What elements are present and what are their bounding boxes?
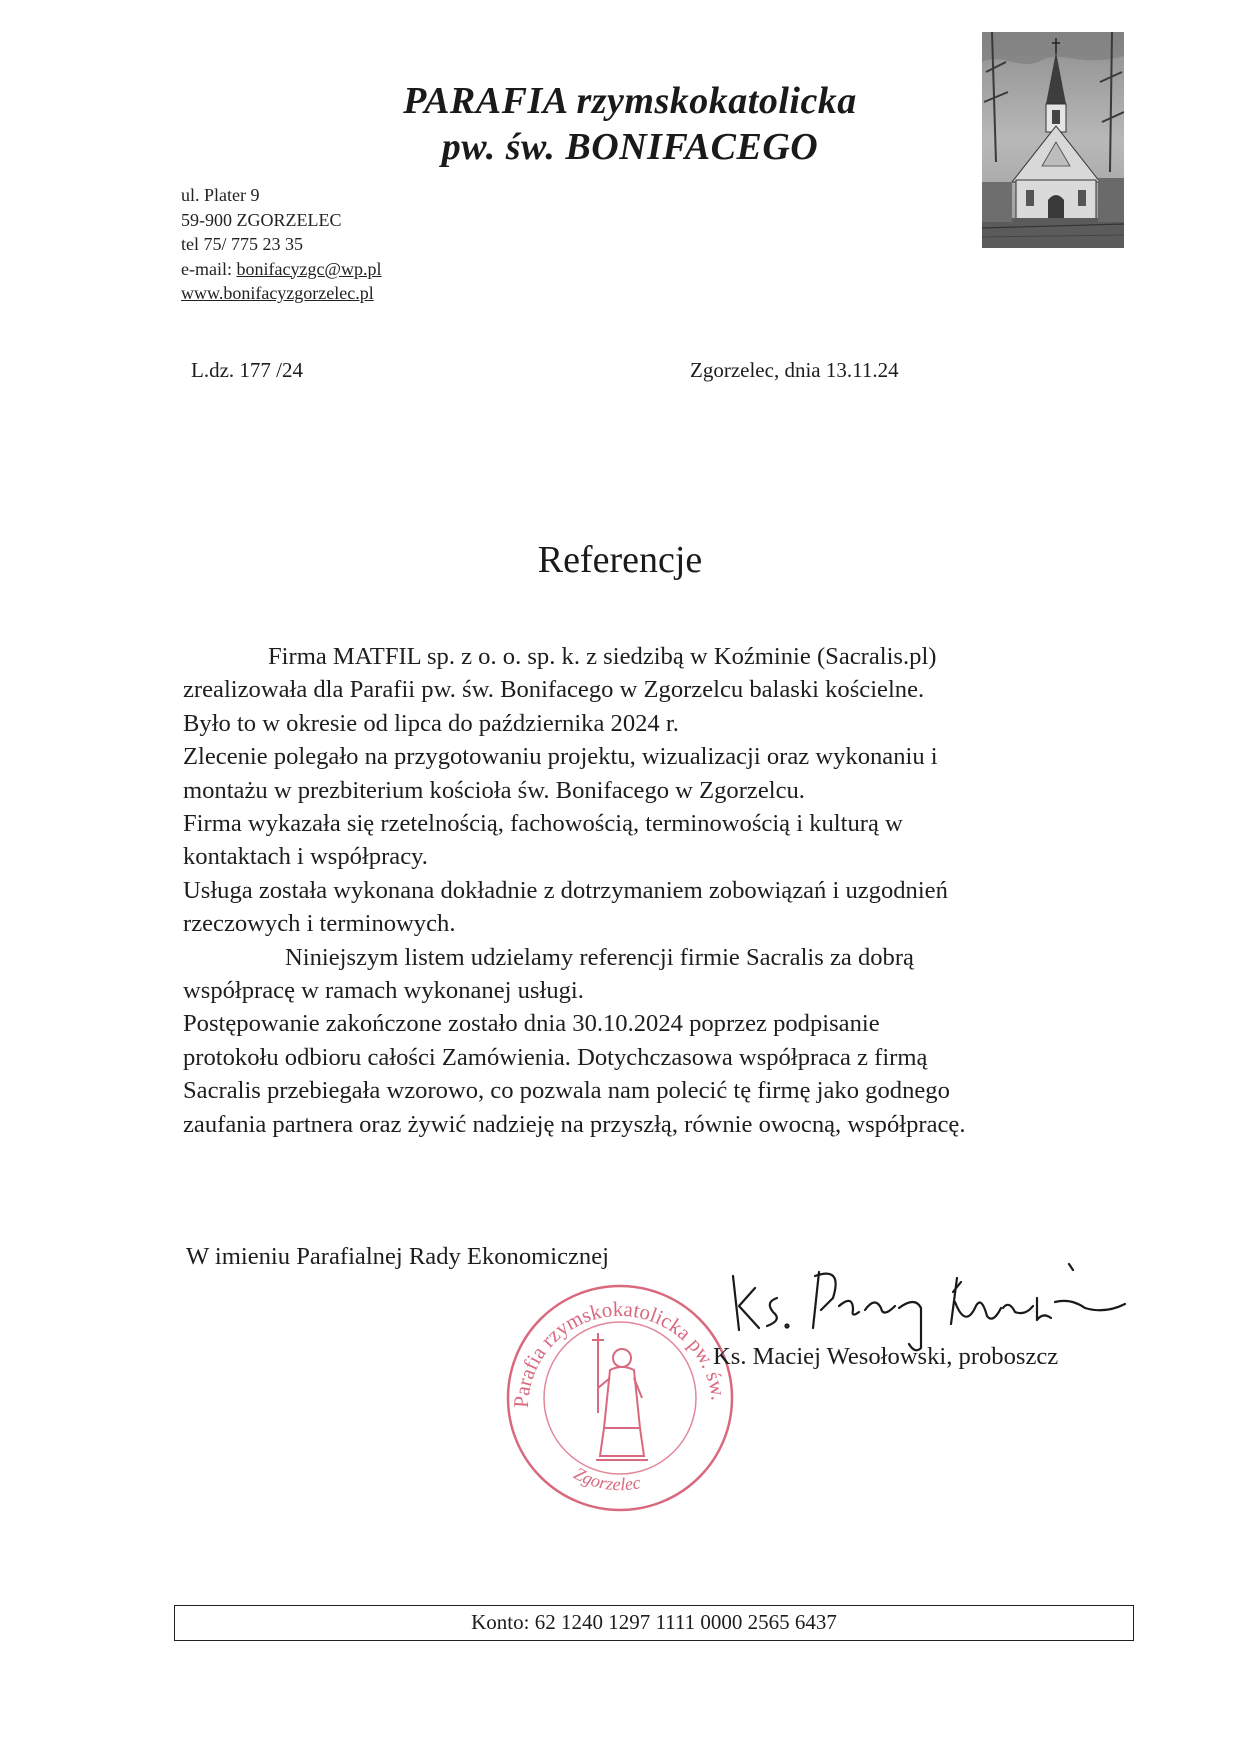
church-photo — [982, 32, 1124, 248]
body-line: Firma wykazała się rzetelnością, fachowością, terminowością i kulturą w — [183, 810, 903, 838]
body-line: protokołu odbioru całości Zamówienia. Dotychczasowa współpraca z firmą — [183, 1043, 928, 1071]
body-line: współpracę w ramach wykonanej usługi. — [183, 977, 584, 1005]
address-phone: tel 75/ 775 23 35 — [181, 234, 303, 254]
address-email-line — [181, 257, 382, 282]
email-label: e-mail: — [181, 258, 237, 279]
body-line: Postępowanie zakończone zostało dnia 30.10.2024 poprzez podpisanie — [183, 1010, 880, 1038]
body-line: Zlecenie polegało na przygotowaniu projektu, wizualizacji oraz wykonaniu i — [183, 743, 938, 771]
parish-stamp — [500, 1278, 740, 1518]
stamp-ring-text: Parafia rzymskokatolicka pw. św. — [508, 1296, 731, 1409]
parish-name-line2: pw. św. BONIFACEGO — [441, 126, 819, 168]
document-title: Referencje — [537, 539, 703, 581]
body-line: kontaktach i współpracy. — [183, 843, 428, 871]
body-line: Niniejszym listem udzielamy referencji firmie Sacralis za dobrą — [285, 943, 914, 971]
body-line: montażu w prezbiterium kościoła św. Bonifacego w Zgorzelcu. — [183, 776, 805, 804]
saint-figure-icon — [592, 1333, 648, 1460]
church-illustration — [982, 32, 1124, 248]
parish-address — [181, 183, 382, 306]
stamp-city-text: Zgorzelec — [570, 1463, 643, 1495]
letter-body — [183, 640, 1143, 1141]
signatory-name: Ks. Maciej Wesołowski, proboszcz — [713, 1343, 1059, 1370]
bank-account: Konto: 62 1240 1297 1111 0000 2565 6437 — [471, 1610, 837, 1634]
body-line: Było to w okresie od lipca do października 2024 r. — [183, 709, 679, 737]
body-line: Usługa została wykonana dokładnie z dotrzymaniem zobowiązań i uzgodnień — [183, 876, 948, 904]
svg-text:Parafia rzymskokatolicka pw. ś — [500, 1278, 731, 1408]
email-link[interactable]: bonifacyzgc@wp.pl — [236, 258, 382, 279]
closing-line: W imieniu Parafialnej Rady Ekonomicznej — [186, 1243, 609, 1270]
body-line: rzeczowych i terminowych. — [183, 910, 456, 938]
body-line: Firma MATFIL sp. z o. o. sp. k. z siedzibą w Koźminie (Sacralis.pl) — [268, 643, 937, 670]
reference-number: L.dz. 177 /24 — [191, 358, 303, 382]
address-city: 59-900 ZGORZELEC — [181, 209, 342, 230]
parish-header — [300, 78, 960, 170]
svg-text:Zgorzelec — [571, 1463, 642, 1494]
place-and-date: Zgorzelec, dnia 13.11.24 — [690, 358, 899, 382]
body-line: zaufania partnera oraz żywić nadzieję na przyszłą, równie owocną, współpracę. — [183, 1110, 966, 1138]
address-street: ul. Plater 9 — [181, 185, 260, 205]
parish-name-line1: PARAFIA rzymskokatolicka — [403, 80, 857, 122]
stamp-seal-graphic — [500, 1278, 740, 1518]
body-line: Sacralis przebiegała wzorowo, co pozwala nam polecić tę firmę jako godnego — [183, 1077, 950, 1105]
website-link[interactable]: www.bonifacyzgorzelec.pl — [181, 283, 374, 303]
body-line: zrealizowała dla Parafii pw. św. Bonifacego w Zgorzelcu balaski kościelne. — [183, 676, 925, 704]
